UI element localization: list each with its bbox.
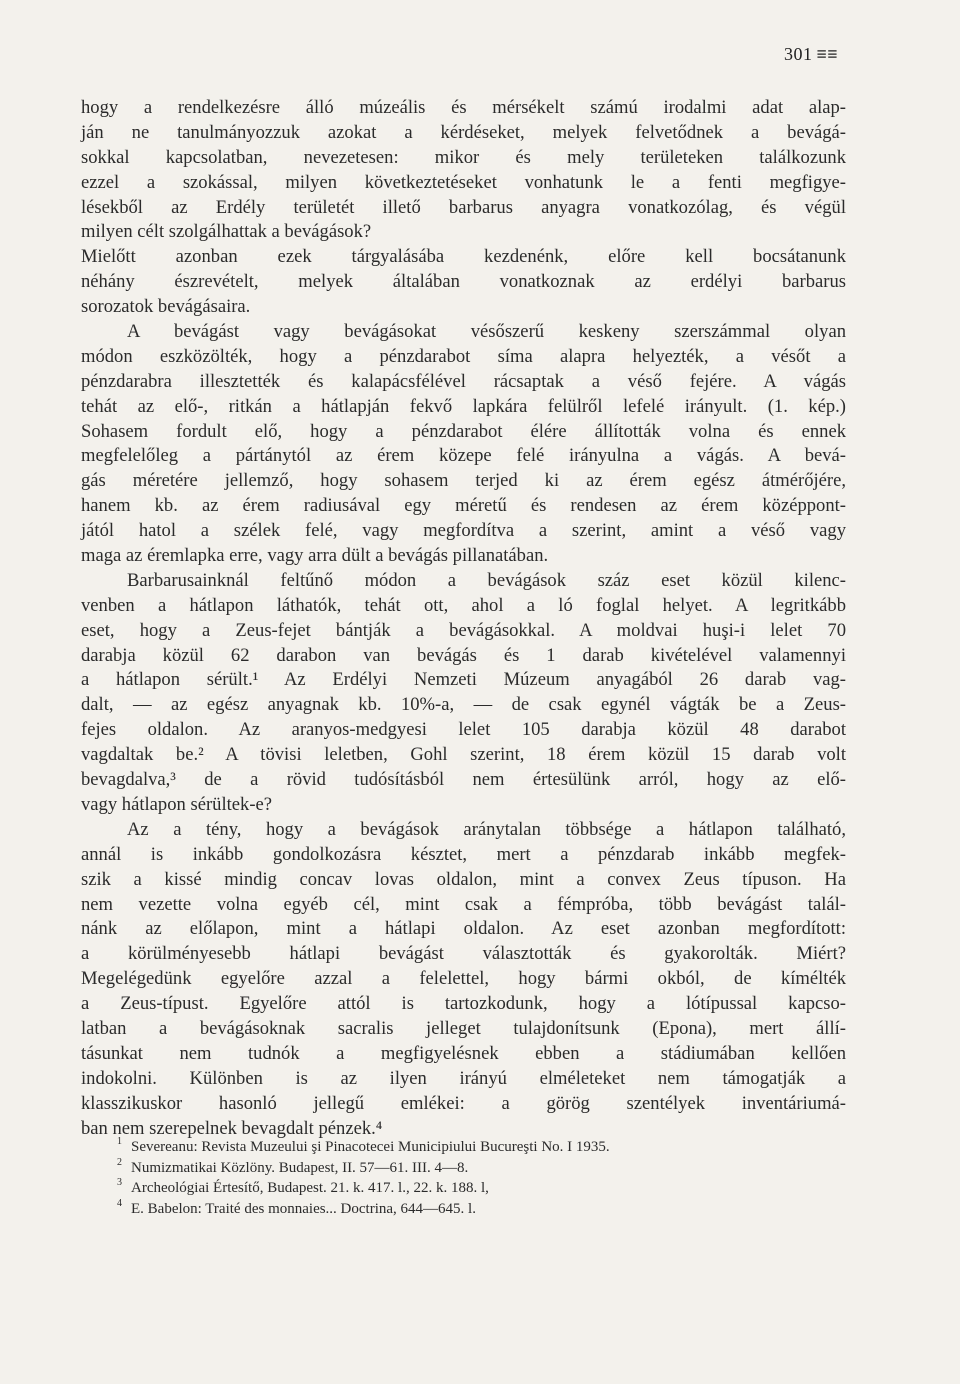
footnote (81, 1158, 861, 1179)
text-line: indokolni. Különben is az ilyen irányú elméleteket nem támogatják a (81, 1067, 846, 1089)
footnote (81, 1137, 861, 1158)
text-line: milyen célt szolgálhattak a bevágások? (81, 221, 372, 243)
footnote-text: Archeológiai Értesítő, Budapest. 21. k. 417. l., 22. k. 188. l, (131, 1180, 489, 1196)
text-line: Barbarusainknál feltűnő módon a bevágások száz eset közül kilenc- (127, 569, 846, 591)
text-line: A bevágást vagy bevágásokat vésőszerű keskeny szerszámmal olyan (127, 321, 846, 343)
text-line: tásunkat nem tudnók a megfigyelésnek ebben a stádiumában kellően (81, 1042, 846, 1064)
text-line: tehát az elő-, ritkán a hátlapján fekvő lapkára felülről lefelé irányult. (1. kép.) (81, 395, 846, 417)
text-line: latban a bevágásoknak sacralis jelleget tulajdonítsunk (Epona), mert állí- (81, 1017, 846, 1039)
text-line: Az a tény, hogy a bevágások aránytalan többsége a hátlapon található, (127, 818, 846, 840)
text-line: sorozatok bevágásaira. (81, 296, 251, 318)
footnote-text: Severeanu: Revista Muzeului şi Pinacotecei Municipiului Bucureşti No. I 1935. (131, 1139, 610, 1155)
text-line: ezzel a szokással, milyen következtetéseket vonhatunk le a fenti megfigye- (81, 171, 846, 193)
text-line: vagdaltak be.² A tövisi leletben, Gohl szerint, 18 érem közül 15 darab volt (81, 744, 846, 766)
footnote-number: 2 (117, 1156, 122, 1168)
text-line: ban nem szerepelnek bevagdalt pénzek.⁴ (81, 1117, 383, 1139)
text-line: sokkal kapcsolatban, nevezetesen: mikor és mely területeken találkozunk (81, 146, 846, 168)
text-line: fejes oldalon. Az aranyos-medgyesi lelet 105 darabja közül 48 darabot (81, 719, 846, 741)
text-line: gás méretére jellemző, hogy sohasem terjed ki az érem egész átmérőjére, (81, 470, 846, 492)
text-line: klasszikuskor hasonló jellegű emlékei: a görög szentélyek inventáriumá- (81, 1092, 846, 1114)
text-line: annál is inkább gondolkozásra késztet, mert a pénzdarab inkább megfek- (81, 843, 846, 865)
text-line: hanem kb. az érem radiusával egy méretű és rendesen az érem középpont- (81, 495, 846, 517)
text-line: bevagdalva,³ de a rövid tudósításból nem értesülünk arról, hogy az elő- (81, 769, 846, 791)
footnote-number: 1 (117, 1136, 122, 1147)
text-line: szik a kissé mindig concav lovas oldalon, mint a convex Zeus típuson. Ha (81, 868, 846, 890)
footnote-text: E. Babelon: Traité des monnaies... Doctrina, 644—645. l. (131, 1200, 476, 1217)
text-line: darabja közül 62 darabon van bevágás és 1 darab kivételével valamennyi (81, 644, 846, 666)
text-line: Sohasem fordult elő, hogy a pénzdarabot élére állították volna és ennek (81, 420, 846, 442)
text-line: vagy hátlapon sérültek-e? (81, 793, 273, 815)
text-line: Mielőtt azonban ezek tárgyalásába kezdenénk, előre kell bocsátanunk (81, 246, 846, 268)
text-line: a körülményesebb hátlapi bevágást választották és gyakorolták. Miért? (81, 943, 846, 965)
text-line: ján ne tanulmányozzuk azokat a kérdéseket, melyek felvetődnek a bevágá- (81, 121, 846, 143)
text-line: a hátlapon sérült.¹ Az Erdélyi Nemzeti Múzeum anyagából 26 darab vag- (81, 669, 846, 691)
text-line: megfelelőleg a pártánytól az érem közepe felé irányulna a vágás. A bevá- (81, 445, 846, 467)
text-line: hogy a rendelkezésre álló múzeális és mérsékelt számú irodalmi adat alap- (81, 97, 846, 118)
footnote (81, 1199, 861, 1220)
text-line: maga az éremlapka erre, vagy arra dült a bevágás pillanatában. (81, 545, 549, 567)
footnote-number: 4 (117, 1197, 122, 1209)
text-line: dalt, — az egész anyagnak kb. 10%-a, — de csak egynél vágták be a Zeus- (81, 694, 846, 716)
body-text (81, 96, 846, 1141)
text-line: néhány észrevételt, melyek általában vonatkoznak az erdélyi barbarus (81, 271, 846, 293)
text-line: nem vezette volna egyéb cél, mint csak a fémpróba, több bevágást talál- (81, 893, 846, 915)
footnote (81, 1178, 861, 1199)
footnote-number: 3 (117, 1177, 122, 1188)
text-line: nánk az előlapon, mint a hátlapi oldalon. Az eset azonban megfordított: (81, 918, 846, 940)
text-line: pénzdarabra illesztették és kalapácsfélével rácsaptak a véső fejére. A vágás (81, 370, 846, 392)
footnotes (81, 1137, 861, 1219)
text-line: Megelégedünk egyelőre azzal a felelettel, hogy bármi okból, de kímélték (81, 968, 846, 990)
page-number (784, 44, 838, 65)
page-mark: ≡≡ (816, 44, 839, 64)
text-line: módon eszközölték, hogy a pénzdarabot síma alapra helyezték, a vésőt a (81, 345, 846, 367)
text-line: venben a hátlapon láthatók, tehát ott, ahol a ló foglal helyet. A legritkább (81, 594, 846, 616)
text-line: eset, hogy a Zeus-fejet bántják a bevágásokkal. A moldvai huşi-i lelet 70 (81, 619, 846, 641)
text-line: jától hatol a szélek felé, vagy megfordítva a szerint, amint a véső vagy (81, 520, 846, 542)
text-line: a Zeus-típust. Egyelőre attól is tartozkodunk, hogy a lótípussal kapcso- (81, 993, 846, 1015)
footnote-text: Numizmatikai Közlöny. Budapest, II. 57—61. III. 4—8. (131, 1159, 469, 1176)
page-number-value: 301 (784, 44, 813, 64)
text-line: lésekből az Erdély területét illető barbarus anyagra vonatkozólag, és végül (81, 196, 846, 218)
